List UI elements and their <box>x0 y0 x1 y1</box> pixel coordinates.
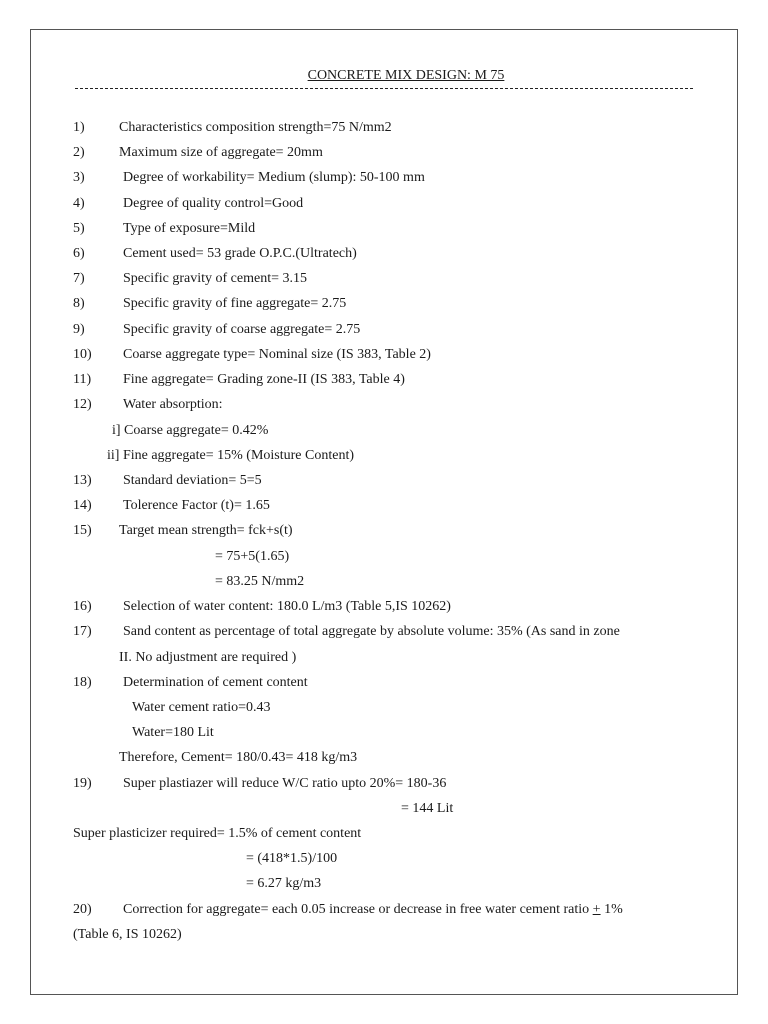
item-text: Water absorption: <box>123 397 223 412</box>
item-text: Type of exposure=Mild <box>123 221 256 236</box>
paragraph-text: Super plasticizer required= 1.5% of cement content <box>73 826 362 841</box>
item-text-continued: II. No adjustment are required ) <box>119 650 297 665</box>
item-text-tail: 1% <box>600 902 623 917</box>
item-number: 1) <box>73 120 85 135</box>
item-number: 4) <box>73 196 85 211</box>
item-text-continued: (Table 6, IS 10262) <box>73 927 182 942</box>
item-text <box>123 902 623 918</box>
equation-line: = 83.25 N/mm2 <box>215 574 305 589</box>
item-number: 18) <box>73 675 92 690</box>
item-text: Specific gravity of fine aggregate= 2.75 <box>123 296 347 311</box>
sub-item-text: Water cement ratio=0.43 <box>132 700 271 715</box>
item-text: Coarse aggregate type= Nominal size (IS 383, Table 2) <box>123 347 431 362</box>
item-text: Characteristics composition strength=75 N/mm2 <box>119 120 392 135</box>
item-text: Maximum size of aggregate= 20mm <box>119 145 323 160</box>
document-title: CONCRETE MIX DESIGN: M 75 <box>307 68 505 83</box>
item-text: Super plastiazer will reduce W/C ratio upto 20%= 180-36 <box>123 776 447 791</box>
item-number: 12) <box>73 397 92 412</box>
item-text: Target mean strength= fck+s(t) <box>119 523 293 538</box>
item-number: 16) <box>73 599 92 614</box>
title-divider <box>75 88 693 89</box>
plus-minus-symbol: + <box>592 902 601 917</box>
item-number: 11) <box>73 372 92 387</box>
sub-item-text: Water=180 Lit <box>132 725 214 740</box>
sub-item-text: ii] Fine aggregate= 15% (Moisture Content) <box>107 448 355 463</box>
item-number: 17) <box>73 624 92 639</box>
equation-line: = 6.27 kg/m3 <box>246 876 322 891</box>
item-text: Tolerence Factor (t)= 1.65 <box>123 498 270 513</box>
item-text: Specific gravity of cement= 3.15 <box>123 271 308 286</box>
item-number: 8) <box>73 296 85 311</box>
item-text-main: Correction for aggregate= each 0.05 increase or decrease in free water cement ratio <box>123 902 593 917</box>
equation-line: = 144 Lit <box>401 801 454 816</box>
item-text: Cement used= 53 grade O.P.C.(Ultratech) <box>123 246 357 261</box>
item-text: Determination of cement content <box>123 675 308 690</box>
item-text: Degree of quality control=Good <box>123 196 304 211</box>
item-number: 20) <box>73 902 92 917</box>
sub-item-text: Therefore, Cement= 180/0.43= 418 kg/m3 <box>119 750 358 765</box>
item-number: 15) <box>73 523 92 538</box>
item-number: 14) <box>73 498 92 513</box>
item-text: Specific gravity of coarse aggregate= 2.75 <box>123 322 361 337</box>
item-number: 2) <box>73 145 85 160</box>
item-number: 19) <box>73 776 92 791</box>
item-number: 5) <box>73 221 85 236</box>
item-text: Fine aggregate= Grading zone-II (IS 383, Table 4) <box>123 372 405 387</box>
item-number: 6) <box>73 246 85 261</box>
item-text: Selection of water content: 180.0 L/m3 (Table 5,IS 10262) <box>123 599 451 614</box>
item-number: 7) <box>73 271 85 286</box>
equation-line: = (418*1.5)/100 <box>246 851 338 866</box>
item-number: 13) <box>73 473 92 488</box>
item-number: 9) <box>73 322 85 337</box>
item-text: Standard deviation= 5=5 <box>123 473 262 488</box>
item-text: Degree of workability= Medium (slump): 50-100 mm <box>123 170 425 185</box>
sub-item-text: i] Coarse aggregate= 0.42% <box>112 423 269 438</box>
item-number: 10) <box>73 347 92 362</box>
equation-line: = 75+5(1.65) <box>215 549 290 564</box>
item-text: Sand content as percentage of total aggregate by absolute volume: 35% (As sand in zone <box>123 624 620 639</box>
item-number: 3) <box>73 170 85 185</box>
